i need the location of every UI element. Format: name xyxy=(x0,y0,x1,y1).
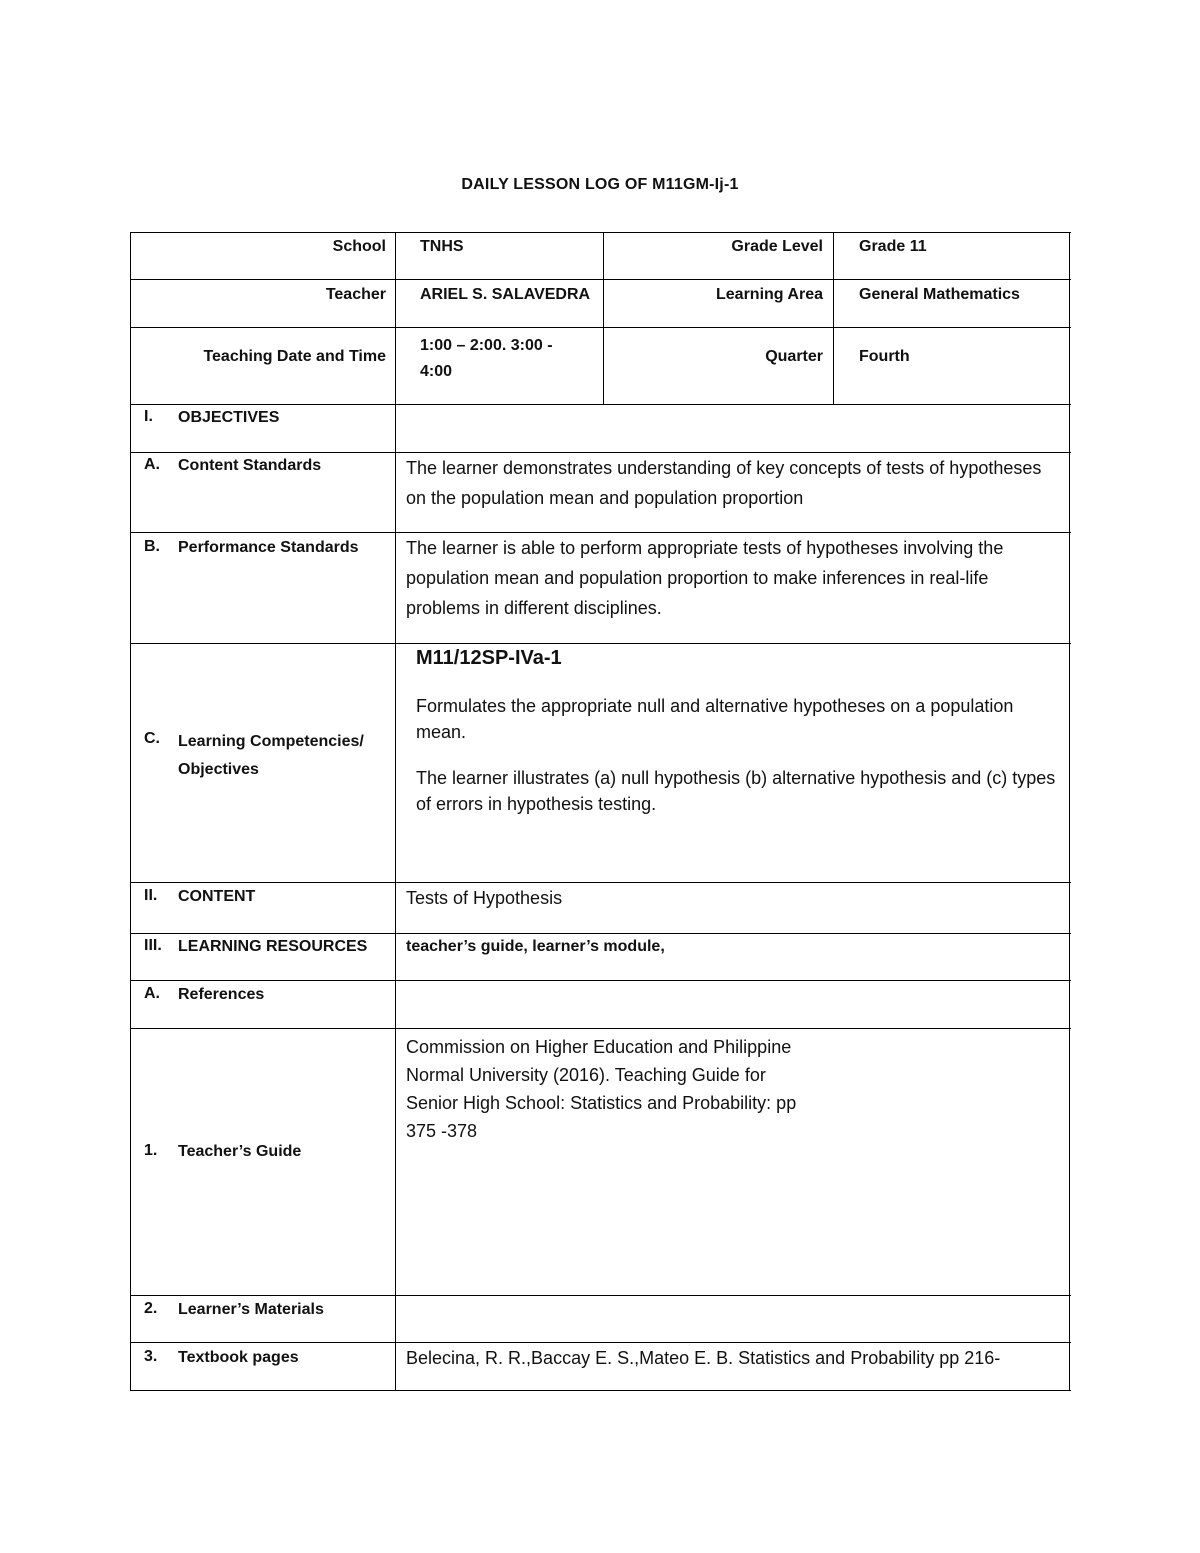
section-number: B. xyxy=(144,538,160,555)
page-title: DAILY LESSON LOG OF M11GM-Ij-1 xyxy=(461,176,739,193)
table-border xyxy=(130,232,131,1391)
teachers-guide-label: Teacher’s Guide xyxy=(178,1143,302,1160)
content-text: Tests of Hypothesis xyxy=(406,888,563,908)
teachers-guide-line-1: Commission on Higher Education and Philippine xyxy=(406,1037,792,1057)
quarter-value: Fourth xyxy=(859,348,910,365)
table-divider xyxy=(603,232,604,405)
competencies-label: Learning Competencies/ Objectives xyxy=(178,733,364,778)
learning-resources-label: LEARNING RESOURCES xyxy=(178,938,368,955)
objectives-label: OBJECTIVES xyxy=(178,409,280,426)
textbook-pages-label: Textbook pages xyxy=(178,1349,299,1366)
table-divider xyxy=(130,279,1071,280)
table-divider xyxy=(130,1342,1071,1343)
content-standards-label: Content Standards xyxy=(178,457,322,474)
references-label: References xyxy=(178,986,265,1003)
section-number: 3. xyxy=(144,1348,158,1365)
table-divider xyxy=(130,980,1071,981)
section-number: II. xyxy=(144,887,158,904)
table-divider xyxy=(130,1295,1071,1296)
section-number: 1. xyxy=(144,1142,158,1159)
teaching-date-label: Teaching Date and Time xyxy=(203,348,386,365)
school-label: School xyxy=(332,238,386,255)
table-border xyxy=(1069,232,1070,1391)
section-number: A. xyxy=(144,456,160,473)
content-standards-text: The learner demonstrates understanding of key concepts of tests of hypotheses on the population mean and population proportion xyxy=(406,458,1042,508)
teacher-value: ARIEL S. SALAVEDRA xyxy=(420,286,591,303)
table-divider xyxy=(130,933,1071,934)
table-divider xyxy=(130,643,1071,644)
content-label: CONTENT xyxy=(178,888,256,905)
table-divider xyxy=(130,882,1071,883)
textbook-pages-text: Belecina, R. R.,Baccay E. S.,Mateo E. B. Statistics and Probability pp 216- xyxy=(406,1348,1001,1368)
teacher-label: Teacher xyxy=(325,286,386,303)
performance-standards-label: Performance Standards xyxy=(178,539,359,556)
teachers-guide-line-2: Normal University (2016). Teaching Guide for xyxy=(406,1065,766,1085)
learning-resources-text: teacher’s guide, learner’s module, xyxy=(406,938,665,955)
table-divider xyxy=(395,232,396,1391)
learning-area-value: General Mathematics xyxy=(859,286,1020,303)
competency-text-1: Formulates the appropriate null and alternative hypotheses on a population mean. xyxy=(416,696,1014,742)
learning-area-label: Learning Area xyxy=(716,286,823,303)
grade-level-label: Grade Level xyxy=(731,238,823,255)
section-number: A. xyxy=(144,985,160,1002)
table-border xyxy=(130,1390,1071,1391)
competency-text-2: The learner illustrates (a) null hypothesis (b) alternative hypothesis and (c) types of errors in hypothesis testing. xyxy=(416,768,1056,814)
table-divider xyxy=(130,404,1071,405)
performance-standards-text: The learner is able to perform appropriate tests of hypotheses involving the population mean and population proportion to make inferences in real-life problems in different disciplines. xyxy=(406,538,1004,618)
grade-level-value: Grade 11 xyxy=(859,238,927,255)
competency-code: M11/12SP-IVa-1 xyxy=(416,647,562,669)
table-divider xyxy=(833,232,834,405)
section-number: C. xyxy=(144,730,160,747)
table-divider xyxy=(130,1028,1071,1029)
section-number: III. xyxy=(144,937,162,954)
table-border xyxy=(130,232,1071,233)
section-number: I. xyxy=(144,408,153,425)
table-divider xyxy=(130,327,1071,328)
teaching-date-value: 1:00 – 2:00. 3:00 - 4:00 xyxy=(420,337,553,380)
school-value: TNHS xyxy=(420,238,464,255)
learners-materials-label: Learner’s Materials xyxy=(178,1301,324,1318)
teachers-guide-line-3: Senior High School: Statistics and Probability: pp xyxy=(406,1093,797,1113)
quarter-label: Quarter xyxy=(765,348,823,365)
section-number: 2. xyxy=(144,1300,158,1317)
teachers-guide-line-4: 375 -378 xyxy=(406,1121,478,1141)
